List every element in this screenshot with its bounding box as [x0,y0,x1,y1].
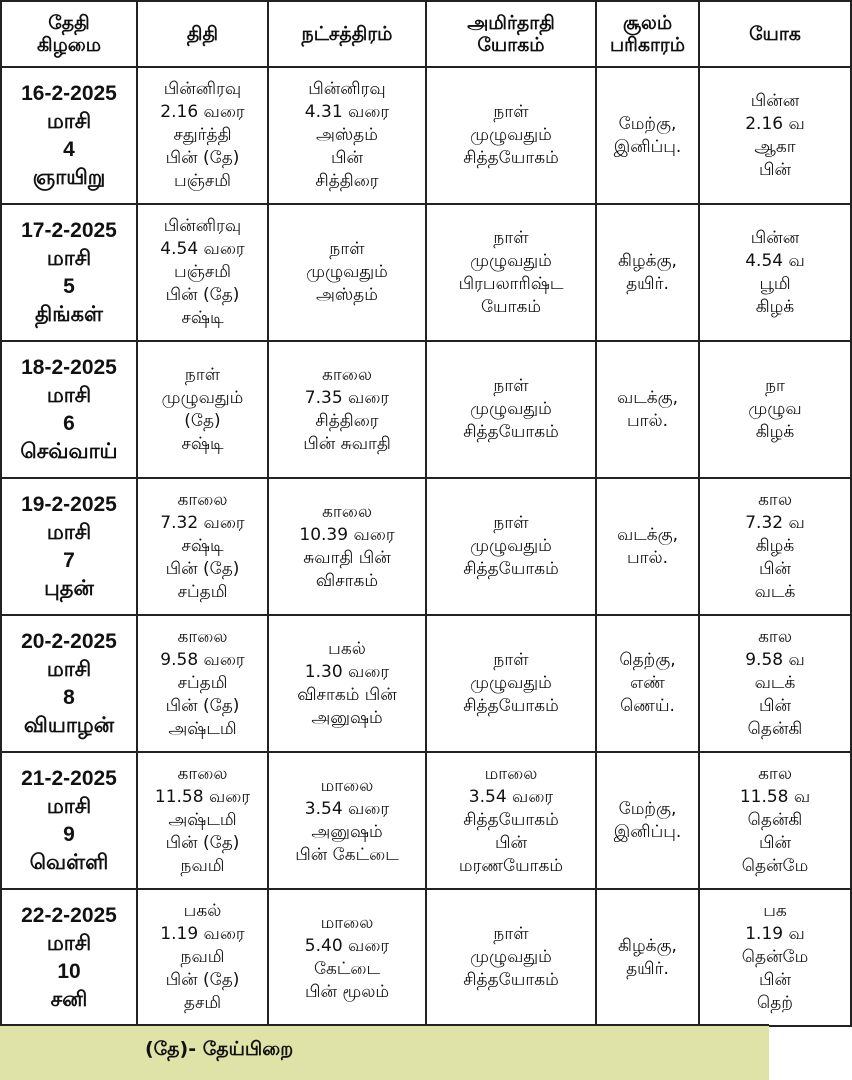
tithi-cell [137,889,268,1026]
date-line: 9 [63,822,75,846]
cell-line: இனிப்பு. [613,136,682,157]
date-line: 17-2-2025 [21,218,117,242]
yogam-cell [699,204,851,341]
date-line: 16-2-2025 [21,81,117,105]
cell-line: முழுவதும் [470,125,552,145]
cell-line: பின் [759,159,791,180]
header-line: கிழமை [36,34,102,56]
cell-line: முழுவதும் [470,947,552,967]
cell-line: கேட்டை [313,958,381,979]
cell-line: பூமி [759,273,791,294]
date-line: மாசி [46,794,92,818]
yogam-cell [699,752,851,889]
cell-line: முழுவ [748,399,802,419]
tithi-cell [137,478,268,615]
cell-line: சித்திரை [315,410,379,431]
cell-line: சித்தயோகம் [463,422,559,442]
cell-line: சஷ்டி [181,308,224,328]
date-line: வெள்ளி [29,850,109,874]
date-cell [1,889,137,1026]
cell-line: சித்தயோகம் [463,970,559,990]
cell-line: எண் [630,673,665,693]
soolam-parikaram-cell [596,204,699,341]
cell-line: தென்மே [741,856,809,876]
cell-line: முழுவதும் [470,250,552,271]
cell-line: 4.54 வ [745,250,805,271]
cell-line: காலை [177,490,228,510]
cell-line: தென்கி [747,810,803,830]
tithi-cell [137,752,268,889]
date-line: 4 [63,137,75,161]
date-line: 18-2-2025 [21,355,117,379]
cell-line: தயிர். [626,958,669,979]
date-line: மாசி [46,520,92,544]
cell-line: 2.16 வரை [160,102,245,122]
header-line: சூலம் [622,12,673,34]
cell-line: யோகம் [480,296,542,317]
cell-line: மேற்கு, [618,113,677,134]
table-row [1,478,851,615]
cell-line: தெற்கு, [619,650,676,670]
tithi-cell [137,341,268,478]
date-line: மாசி [46,383,92,407]
amirthathi-yogam-cell [426,67,596,204]
header-nakshatra [268,1,426,67]
cell-line: விசாகம் [315,570,379,591]
cell-line: கால [758,764,792,784]
cell-line: பின் (தே) [165,285,240,305]
cell-line: சித்தயோகம் [463,696,559,716]
cell-line: பின்னிரவு [163,216,242,236]
cell-line: அனுஷம் [311,821,383,842]
date-line: வியாழன் [23,713,115,737]
cell-line: நாள் [493,513,529,533]
cell-line: பஞ்சமி [173,262,232,282]
tithi-cell [137,615,268,752]
cell-line: வடக்கு, [616,387,679,408]
table-row [1,67,851,204]
cell-line: காலை [177,764,228,784]
cell-line: நாள் [493,924,529,944]
cell-line: நாள் [493,376,529,396]
cell-line: முழுவதும் [470,399,552,419]
soolam-parikaram-cell [596,478,699,615]
nakshatra-cell [268,67,426,204]
cell-line: பின் [759,559,791,579]
cell-line: சித்திரை [315,171,379,191]
date-line: 8 [63,685,75,709]
cell-line: 9.58 வ [745,650,805,670]
cell-line: நாள் [184,364,221,385]
cell-line: 1.19 வ [745,924,805,944]
cell-line: பின் (தே) [165,696,240,716]
amirthathi-yogam-cell [426,889,596,1026]
soolam-parikaram-cell [596,889,699,1026]
date-cell [1,341,137,478]
yogam-cell [699,341,851,478]
cell-line: வடக்கு, [616,524,679,545]
cell-line: பக [763,901,787,921]
cell-line: பின்ன [750,227,800,248]
cell-line: பின் (தே) [165,148,240,168]
cell-line: பின் [331,148,363,168]
date-cell [1,67,137,204]
cell-line: 7.32 வ [745,513,805,533]
cell-line: வடக் [754,673,796,693]
cell-line: காலை [322,364,372,385]
cell-line: விசாகம் பின் [297,684,397,705]
amirthathi-yogam-cell [426,341,596,478]
cell-line: 1.19 வரை [160,924,245,944]
cell-line: கிழக்கு, [618,250,677,271]
cell-line: தென்மே [741,947,809,967]
header-line: தேதி [48,12,90,34]
cell-line: பால். [626,410,669,431]
date-line: 19-2-2025 [21,492,117,516]
header-line: பரிகாரம் [610,34,685,56]
nakshatra-cell [268,752,426,889]
header-amirthathi-yogam [426,1,596,67]
yogam-cell [699,615,851,752]
cell-line: சஷ்டி [181,536,224,556]
cell-line: கால [758,627,792,647]
date-line: மாசி [46,931,92,955]
cell-line: கிழக் [755,422,795,442]
cell-line: 4.54 வரை [160,239,245,259]
cell-line: மரணயோகம் [458,856,564,876]
cell-line: காலை [322,501,372,522]
cell-line: சித்தயோகம் [463,148,559,168]
cell-line: சித்தயோகம் [463,559,559,579]
header-line: அமிர்தாதி [467,12,555,34]
nakshatra-cell [268,478,426,615]
date-line: 21-2-2025 [21,766,117,790]
table-row [1,752,851,889]
cell-line: பால். [626,547,669,568]
cell-line: பின் (தே) [165,833,240,853]
cell-line: 10.39 வரை [299,524,395,545]
date-cell [1,615,137,752]
cell-line: 2.16 வ [745,113,805,134]
nakshatra-cell [268,889,426,1026]
table-row [1,615,851,752]
cell-line: சப்தமி [177,582,228,602]
date-cell [1,204,137,341]
cell-line: 11.58 வரை [154,787,251,807]
cell-line: பின் சுவாதி [303,433,391,454]
date-line: 20-2-2025 [21,629,117,653]
cell-line: (தே) [184,410,221,431]
cell-line: அஸ்தம் [316,125,378,145]
cell-line: பின் [495,833,527,853]
cell-line: கிழக்கு, [618,935,677,956]
cell-line: மேற்கு, [618,798,677,819]
cell-line: மாலை [320,912,374,933]
date-line: 5 [63,274,75,298]
footer-note: (தே)- தேய்பிறை [145,1038,294,1060]
nakshatra-cell [268,204,426,341]
cell-line: 11.58 வ [739,787,811,807]
header-line: நட்சத்திரம் [301,23,393,45]
date-line: 7 [63,548,75,572]
date-cell [1,478,137,615]
header-row [1,1,851,67]
cell-line: நா [765,376,785,396]
header-line: யோகம் [477,34,545,56]
nakshatra-cell [268,615,426,752]
cell-line: 4.31 வரை [304,102,390,122]
cell-line: பின் [759,970,791,990]
cell-line: தசமி [183,993,222,1013]
table-row [1,204,851,341]
cell-line: பின் [759,696,791,716]
header-tithi [137,1,268,67]
date-line: மாசி [46,109,92,133]
cell-line: தயிர். [626,273,669,294]
soolam-parikaram-cell [596,67,699,204]
date-line: 10 [57,959,81,983]
cell-line: அஷ்டமி [168,810,237,830]
date-line: திங்கள் [35,302,103,326]
nakshatra-cell [268,341,426,478]
amirthathi-yogam-cell [426,204,596,341]
cell-line: பின் (தே) [165,970,240,990]
cell-line: மாலை [320,775,374,796]
cell-line: பின்னிரவு [308,79,386,99]
date-line: ஞாயிறு [32,165,106,189]
cell-line: 3.54 வரை [468,787,554,807]
footer-legend [0,1024,769,1080]
header-date-day [1,1,137,67]
header-soolam-parikaram [596,1,699,67]
cell-line: 7.32 வரை [160,513,245,533]
cell-line: நவமி [180,856,225,876]
cell-line: தென்கி [747,719,803,739]
cell-line: ணெய். [620,696,675,716]
header-line: யோக [749,23,801,45]
cell-line: சஷ்டி [181,433,224,454]
cell-line: பின் கேட்டை [295,844,399,865]
cell-line: கிழக் [755,536,795,556]
cell-line: ஆகா [754,136,796,157]
soolam-parikaram-cell [596,341,699,478]
yogam-cell [699,67,851,204]
cell-line: மாலை [484,764,538,784]
cell-line: 1.30 வரை [304,661,390,682]
cell-line: பின் மூலம் [304,981,389,1002]
table-body [1,67,851,1026]
cell-line: பகல் [328,638,366,659]
cell-line: பின்ன [750,90,800,111]
cell-line: நாள் [329,239,365,259]
cell-line: அஷ்டமி [168,719,237,739]
amirthathi-yogam-cell [426,752,596,889]
date-line: சனி [50,987,88,1011]
cell-line: நாள் [493,227,529,248]
date-line: மாசி [46,657,92,681]
date-line: 22-2-2025 [21,903,117,927]
cell-line: 7.35 வரை [304,387,390,408]
cell-line: 9.58 வரை [160,650,245,670]
cell-line: பஞ்சமி [173,171,232,191]
cell-line: சப்தமி [177,673,228,693]
cell-line: சித்தயோகம் [463,810,559,830]
soolam-parikaram-cell [596,615,699,752]
amirthathi-yogam-cell [426,478,596,615]
amirthathi-yogam-cell [426,615,596,752]
cell-line: கிழக் [755,296,795,317]
cell-line: நவமி [180,947,225,967]
date-line: செவ்வாய் [20,439,118,463]
cell-line: பிரபலாரிஷ்ட [458,273,564,294]
cell-line: முழுவதும் [306,262,388,282]
table-row [1,341,851,478]
cell-line: அனுஷம் [311,707,383,728]
soolam-parikaram-cell [596,752,699,889]
table-row [1,889,851,1026]
cell-line: சதுர்த்தி [173,125,232,145]
cell-line: நாள் [493,650,529,670]
cell-line: காலை [177,627,228,647]
cell-line: பின் [759,833,791,853]
cell-line: சுவாதி பின் [303,547,391,568]
date-line: மாசி [46,246,92,270]
cell-line: இனிப்பு. [613,821,682,842]
date-line: புதன் [44,576,94,600]
header-yogam [699,1,851,67]
cell-line: 3.54 வரை [304,798,390,819]
header-line: திதி [186,23,219,45]
cell-line: பகல் [183,901,222,921]
cell-line: நாள் [493,102,529,122]
cell-line: 5.40 வரை [304,935,390,956]
yogam-cell [699,478,851,615]
cell-line: முழுவதும் [161,387,244,408]
tithi-cell [137,67,268,204]
cell-line: அஸ்தம் [316,285,378,305]
cell-line: முழுவதும் [470,536,552,556]
cell-line: வடக் [754,582,796,602]
cell-line: பின் (தே) [165,559,240,579]
date-line: 6 [63,411,75,435]
cell-line: பின்னிரவு [163,79,242,99]
cell-line: தெற் [757,993,793,1013]
yogam-cell [699,889,851,1026]
cell-line: கால [758,490,792,510]
cell-line: முழுவதும் [470,673,552,693]
tithi-cell [137,204,268,341]
date-cell [1,752,137,889]
